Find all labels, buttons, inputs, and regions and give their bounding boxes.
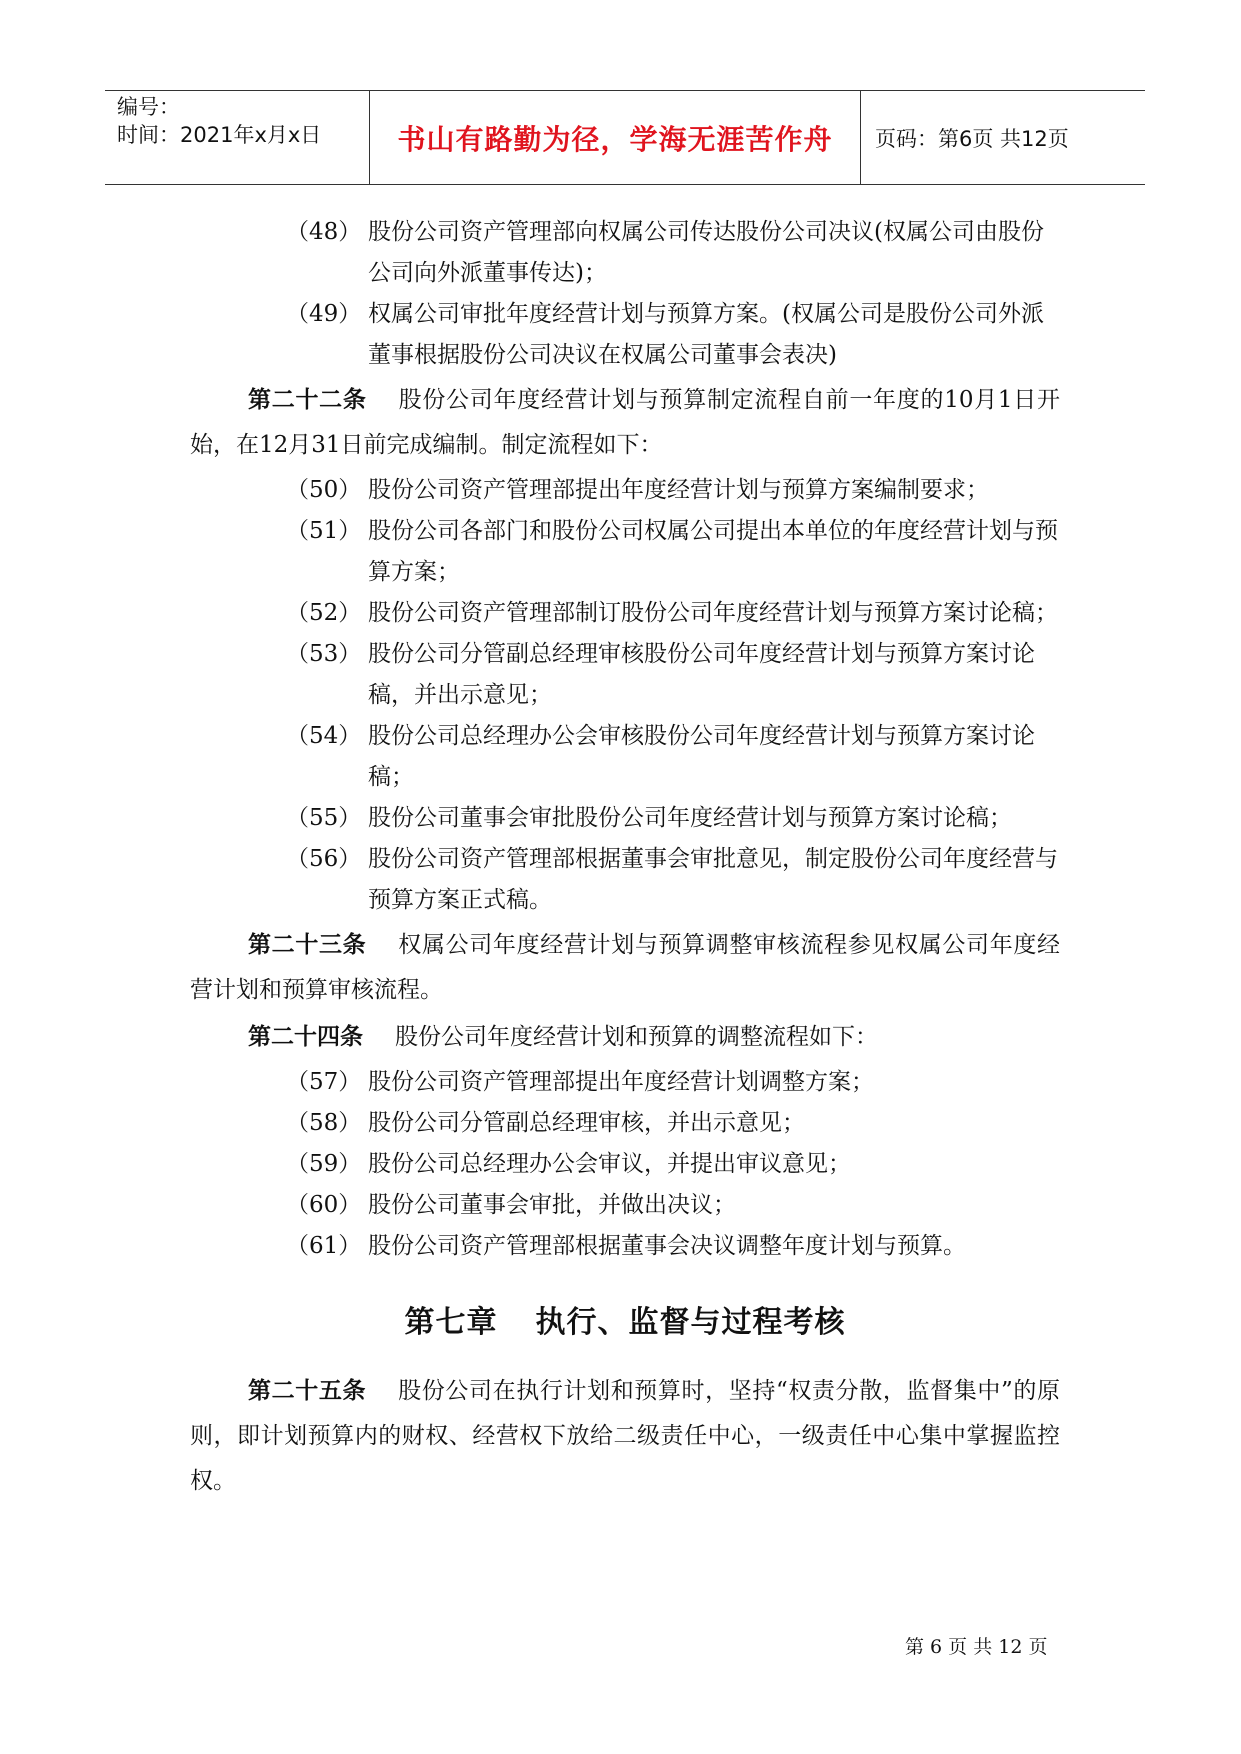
list-item-number: （54）: [286, 723, 362, 749]
list-item-text: 股份公司总经理办公会审核股份公司年度经营计划与预算方案讨论稿；: [368, 723, 1035, 790]
article-label: 第二十五条: [248, 1378, 367, 1404]
article-text: 股份公司年度经营计划与预算制定流程自前一年度的10月1日开始，在12月31日前完成编制。制定流程如下：: [190, 387, 1060, 458]
list-item: [190, 1226, 1060, 1267]
page-header: [105, 90, 1145, 185]
list-item-text: 股份公司资产管理部根据董事会审批意见，制定股份公司年度经营与预算方案正式稿。: [368, 846, 1058, 913]
chapter-number: 第七章: [404, 1305, 498, 1340]
article-label: 第二十三条: [248, 932, 367, 958]
chapter-title: 执行、监督与过程考核: [535, 1305, 846, 1340]
list-item: [190, 212, 1060, 294]
list-item-number: （58）: [286, 1110, 362, 1136]
list-item-text: 股份公司资产管理部制订股份公司年度经营计划与预算方案讨论稿；: [368, 600, 1058, 626]
list-item: [190, 593, 1060, 634]
list-item-number: （56）: [286, 846, 362, 872]
header-page-cell: [861, 91, 1145, 184]
article-23: [190, 923, 1060, 1013]
article-label: 第二十二条: [248, 387, 367, 413]
list-item: [190, 1062, 1060, 1103]
list-item-number: （60）: [286, 1192, 362, 1218]
list-item-number: （59）: [286, 1151, 362, 1177]
article-24: [190, 1015, 1060, 1060]
chapter-heading: [190, 1297, 1060, 1341]
list-item: [190, 511, 1060, 593]
list-item-text: 股份公司资产管理部向权属公司传达股份公司决议(权属公司由股份公司向外派董事传达)；: [368, 219, 1044, 286]
list-item-text: 股份公司董事会审批股份公司年度经营计划与预算方案讨论稿；: [368, 805, 1012, 831]
list-item-text: 股份公司董事会审批，并做出决议；: [368, 1192, 736, 1218]
header-meta-cell: [105, 91, 369, 184]
list-item-number: （55）: [286, 805, 362, 831]
list-item: [190, 798, 1060, 839]
list-item-number: （53）: [286, 641, 362, 667]
list-item-number: （50）: [286, 477, 362, 503]
list-item-number: （61）: [286, 1233, 362, 1259]
list-item-number: （48）: [286, 219, 362, 245]
list-items-c: [190, 1062, 1060, 1267]
list-items-b: [190, 470, 1060, 921]
list-item-number: （49）: [286, 301, 362, 327]
doc-number-label: 编号：: [117, 95, 180, 119]
list-item-text: 股份公司总经理办公会审议，并提出审议意见；: [368, 1151, 851, 1177]
list-item-text: 股份公司资产管理部根据董事会决议调整年度计划与预算。: [368, 1233, 966, 1259]
list-item: [190, 1185, 1060, 1226]
list-item: [190, 1144, 1060, 1185]
list-item-text: 股份公司资产管理部提出年度经营计划与预算方案编制要求；: [368, 477, 989, 503]
list-items-a: [190, 212, 1060, 376]
list-item: [190, 839, 1060, 921]
doc-time-label: 时间：2021年x月x日: [117, 123, 322, 147]
article-22: [190, 378, 1060, 468]
list-item-number: （52）: [286, 600, 362, 626]
header-page-info: 页码：第6页 共12页: [875, 126, 1069, 151]
article-label: 第二十四条: [248, 1024, 363, 1050]
header-motto-cell: [369, 91, 861, 184]
article-text: 股份公司在执行计划和预算时，坚持“权责分散，监督集中”的原则，即计划预算内的财权、经营权下放给二级责任中心，一级责任中心集中掌握监控权。: [190, 1378, 1060, 1494]
list-item-text: 股份公司分管副总经理审核，并出示意见；: [368, 1110, 805, 1136]
article-25: [190, 1369, 1060, 1504]
list-item: [190, 294, 1060, 376]
list-item: [190, 716, 1060, 798]
list-item: [190, 1103, 1060, 1144]
list-item-text: 股份公司分管副总经理审核股份公司年度经营计划与预算方案讨论稿，并出示意见；: [368, 641, 1035, 708]
list-item-number: （57）: [286, 1069, 362, 1095]
list-item-number: （51）: [286, 518, 362, 544]
page-footer: 第 6 页 共 12 页: [905, 1636, 1048, 1658]
list-item: [190, 634, 1060, 716]
list-item-text: 股份公司各部门和股份公司权属公司提出本单位的年度经营计划与预算方案；: [368, 518, 1058, 585]
article-text: 权属公司年度经营计划与预算调整审核流程参见权属公司年度经营计划和预算审核流程。: [190, 932, 1060, 1003]
header-motto: 书山有路勤为径，学海无涯苦作舟: [397, 122, 833, 156]
list-item-text: 股份公司资产管理部提出年度经营计划调整方案；: [368, 1069, 874, 1095]
document-body: [190, 212, 1060, 1506]
list-item-text: 权属公司审批年度经营计划与预算方案。(权属公司是股份公司外派董事根据股份公司决议在权属公司董事会表决): [368, 301, 1044, 368]
list-item: [190, 470, 1060, 511]
article-text: 股份公司年度经营计划和预算的调整流程如下：: [395, 1024, 878, 1050]
